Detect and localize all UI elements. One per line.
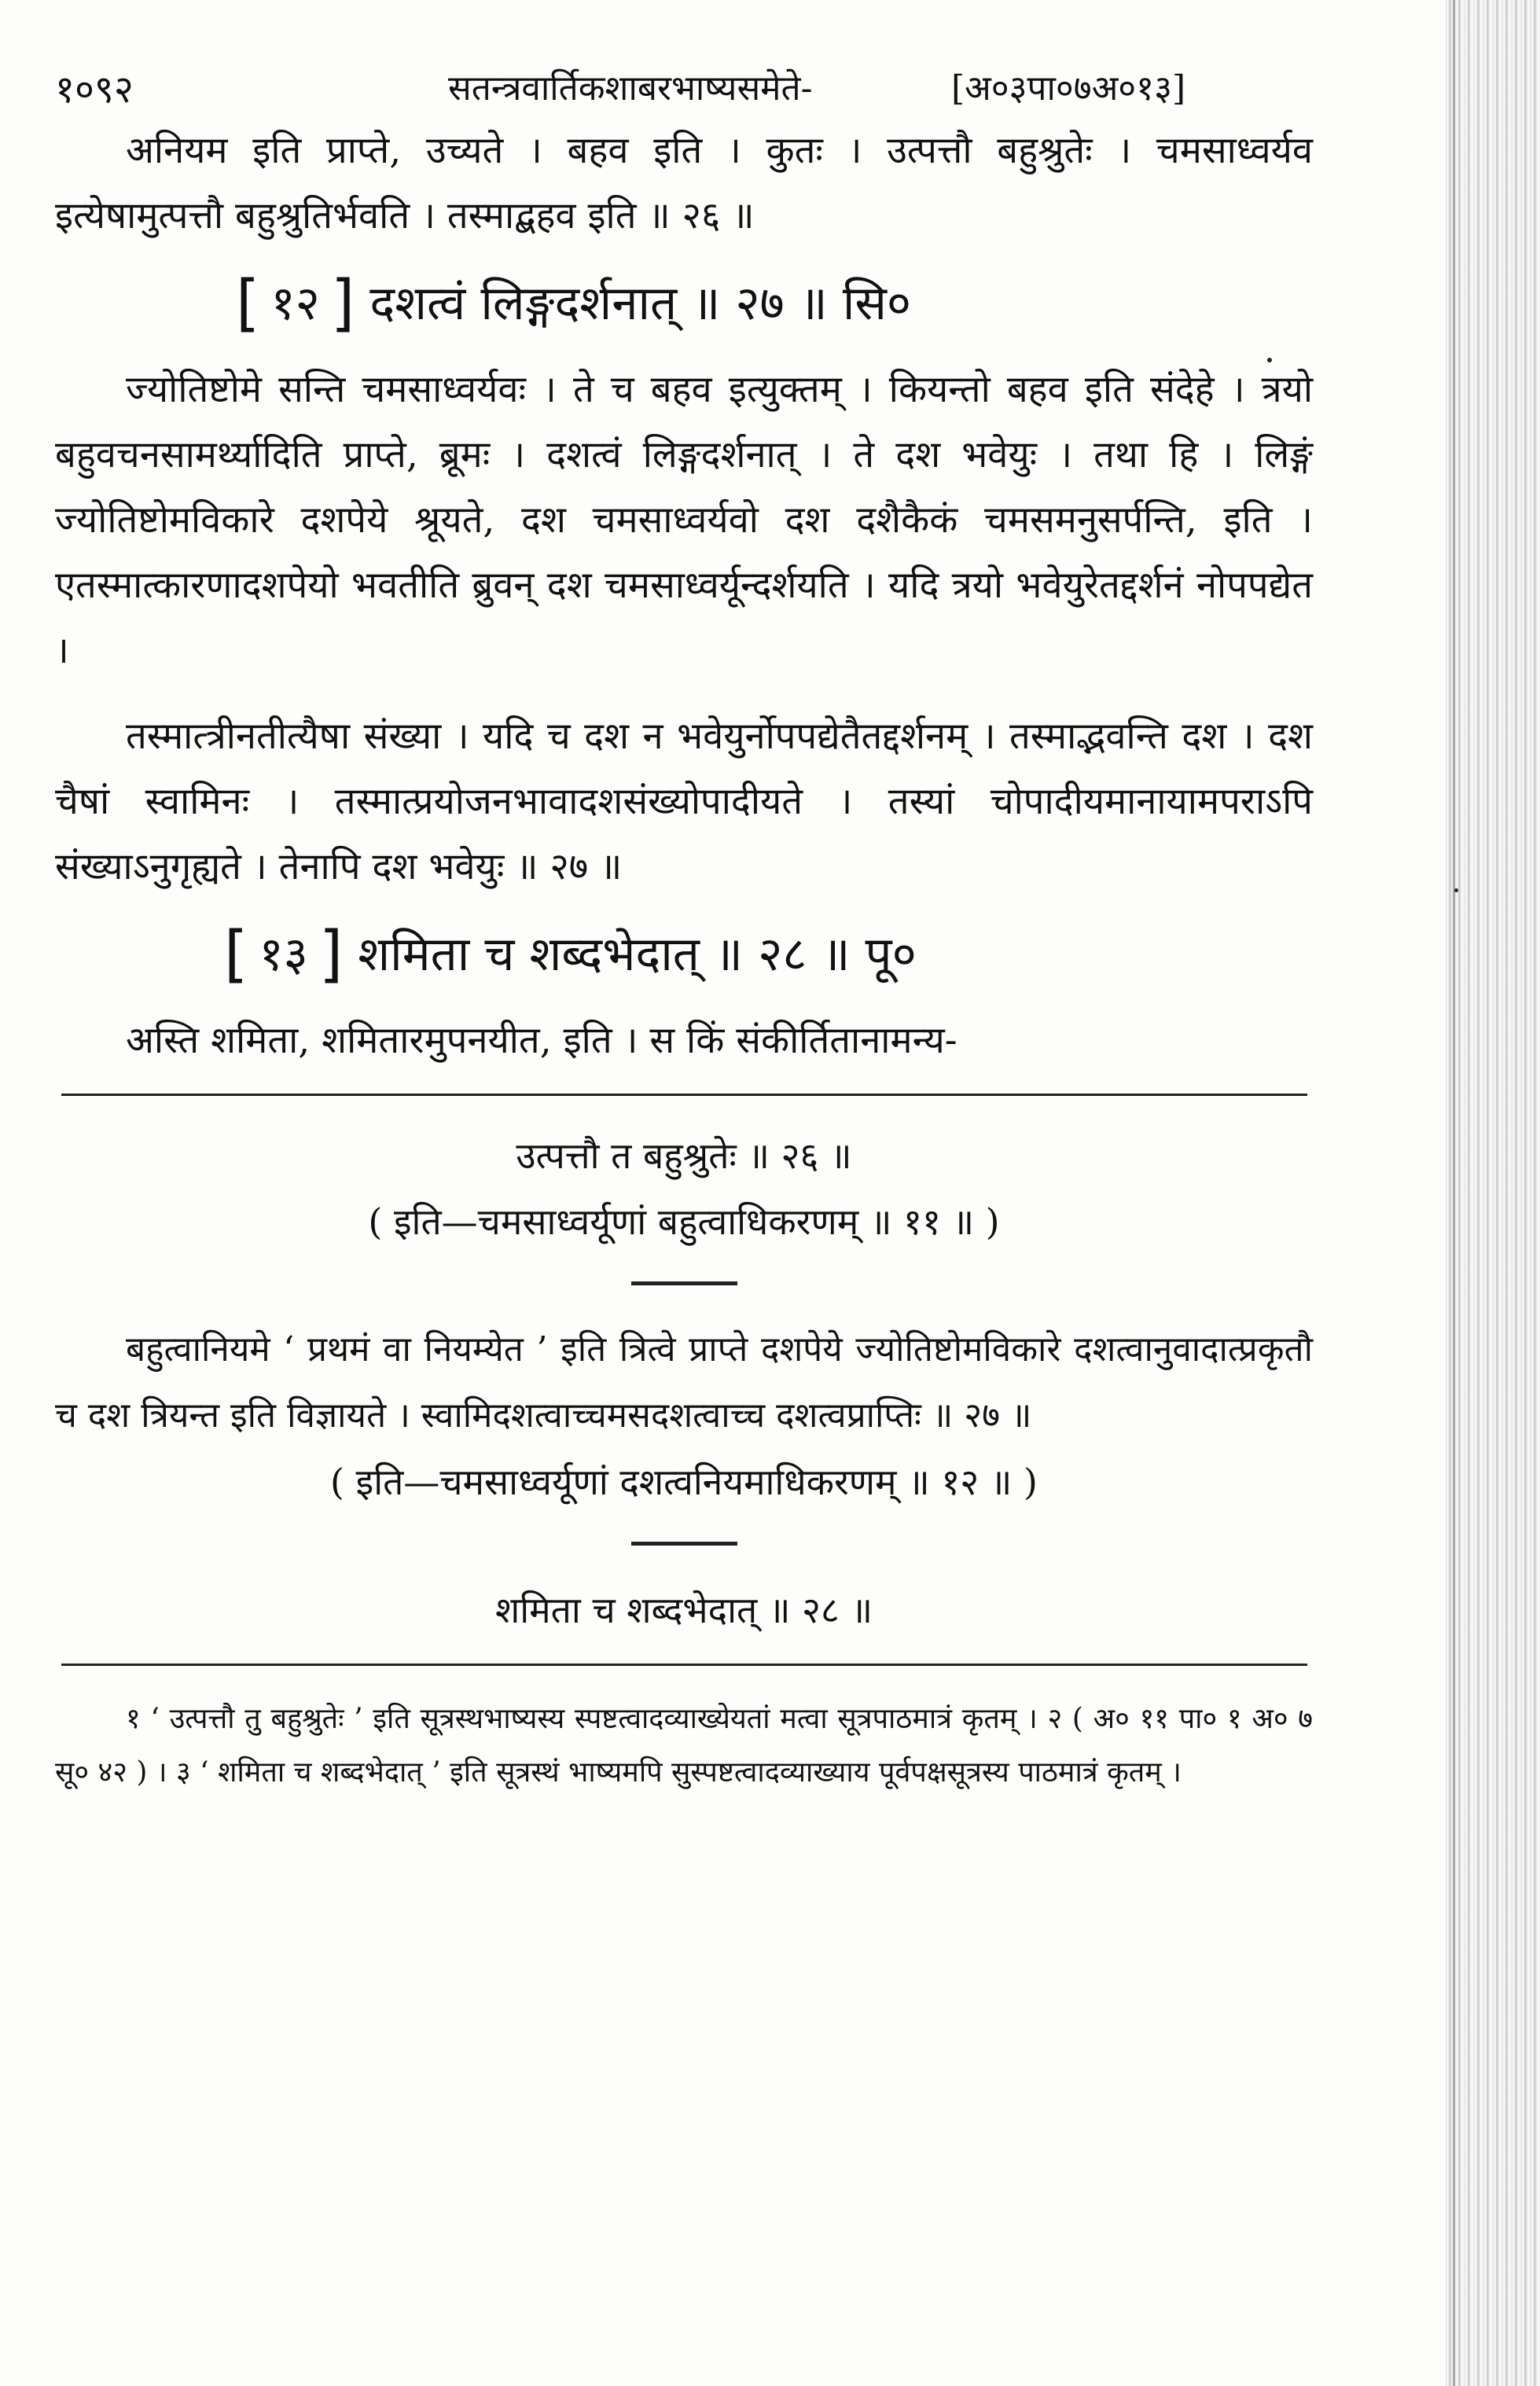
open-bracket: [: [224, 919, 248, 990]
scan-speck: [1454, 888, 1458, 892]
sutra-text: शमिता च शब्दभेदात् ॥ २८ ॥ पू०: [358, 927, 917, 982]
adhikarana-colophon-11: ( इति—चमसाध्वर्यूणां बहुत्वाधिकरणम् ॥ ११ ॥ ): [368, 1200, 1000, 1243]
scan-speck: [1267, 358, 1272, 362]
adhikarana-heading-13: [55, 915, 1313, 994]
binding-line: [1453, 0, 1455, 2386]
adhikarana-number: १३: [259, 927, 308, 982]
section-divider: [61, 1094, 1307, 1096]
vartika-sutra-26: उत्पत्तौ त बहुश्रुतेः ॥ २६ ॥: [516, 1134, 852, 1177]
close-bracket: ]: [330, 268, 355, 339]
footnotes: १ ‘ उत्पत्तौ तु बहुश्रुतेः ’ इति सूत्रस्थभाष्यस्य स्पष्टत्वादव्याख्येयतां मत्वा सूत्रपाठमात्रं कृतम् । २ ( अ० ११ पा० १ अ० ७ सू० ४२ ) । ३ ‘ शमिता च शब्दभेदात् ’ इति सूत्रस्थं भाष्यमपि सुस्पष्टत्वादव्याख्याय पूर्वपक्षसूत्रस्य पाठमात्रं कृतम् ।: [55, 1703, 1313, 1789]
open-bracket: [: [236, 268, 260, 339]
short-divider: [631, 1281, 737, 1285]
close-bracket: ]: [318, 919, 344, 990]
bhashya-paragraph-3: तस्मात्त्रीनतीत्यैषा संख्या । यदि च दश न भवेयुर्नोपपद्येतैतद्दर्शनम् । तस्माद्भवन्ति दश । दश चैषां स्वामिनः । तस्मात्प्रयोजनभावादशसंख्योपादीयते । तस्यां चोपादीयमानायामपराऽपि संख्याऽनुगृह्यते । तेनापि दश भवेयुः ॥ २७ ॥: [55, 715, 1313, 888]
vartika-sutra-28: शमिता च शब्दभेदात् ॥ २८ ॥: [494, 1589, 873, 1631]
adhikarana-number: १२: [270, 276, 320, 331]
sutra-text: दशत्वं लिङ्गदर्शनात् ॥ २७ ॥ सि०: [369, 276, 912, 331]
running-title: सतन्त्रवार्तिकशाबरभाष्यसमेते-: [448, 68, 813, 108]
bhashya-paragraph-1: अनियम इति प्राप्ते, उच्यते । बहव इति । कुतः । उत्पत्तौ बहुश्रुतेः । चमसाध्वर्यव इत्येषामुत्पत्तौ बहुश्रुतिर्भवति । तस्माद्बहव इति ॥ २६ ॥: [55, 129, 1313, 237]
page-number: १०९२: [55, 68, 134, 112]
short-divider: [631, 1542, 737, 1546]
footnote-divider: [61, 1664, 1307, 1666]
section-reference: [अ०३पा०७अ०१३]: [951, 68, 1186, 108]
bhashya-paragraph-2: ज्योतिष्टोमे सन्ति चमसाध्वर्यवः । ते च बहव इत्युक्तम् । कियन्तो बहव इति संदेहे । त्रयो बहुवचनसामर्थ्यादिति प्राप्ते, ब्रूमः । दशत्वं लिङ्गदर्शनात् । ते दश भवेयुः । तथा हि । लिङ्गं ज्योतिष्टोमविकारे दशपेये श्रूयते, दश चमसाध्वर्यवो दश दशैकैकं चमसमनुसर्पन्ति, इति । एतस्मात्कारणादशपेयो भवतीति ब्रुवन् दश चमसाध्वर्यून्दर्शयति । यदि त्रयो भवेयुरेतद्दर्शनं नोपपद्येत ।: [55, 368, 1313, 672]
vartika-gloss-27: बहुत्वानियमे ‘ प्रथमं वा नियम्येत ’ इति त्रित्वे प्राप्ते दशपेये ज्योतिष्टोमविकारे दशत्वानुवादात्प्रकृतौ च दश त्रियन्त इति विज्ञायते । स्वामिदशत्वाच्चमसदशत्वाच्च दशत्वप्राप्तिः ॥ २७ ॥: [55, 1329, 1313, 1436]
adhikarana-heading-12: [55, 264, 1313, 343]
adhikarana-colophon-12: ( इति—चमसाध्वर्यूणां दशत्वनियमाधिकरणम् ॥ १२ ॥ ): [330, 1461, 1038, 1503]
page-content: [55, 47, 1313, 1800]
bhashya-paragraph-4: अस्ति शमिता, शमितारमुपनयीत, इति । स किं संकीर्तितानामन्य-: [126, 1019, 957, 1062]
page-header: [55, 47, 1313, 118]
binding-edge: [1446, 0, 1540, 2386]
